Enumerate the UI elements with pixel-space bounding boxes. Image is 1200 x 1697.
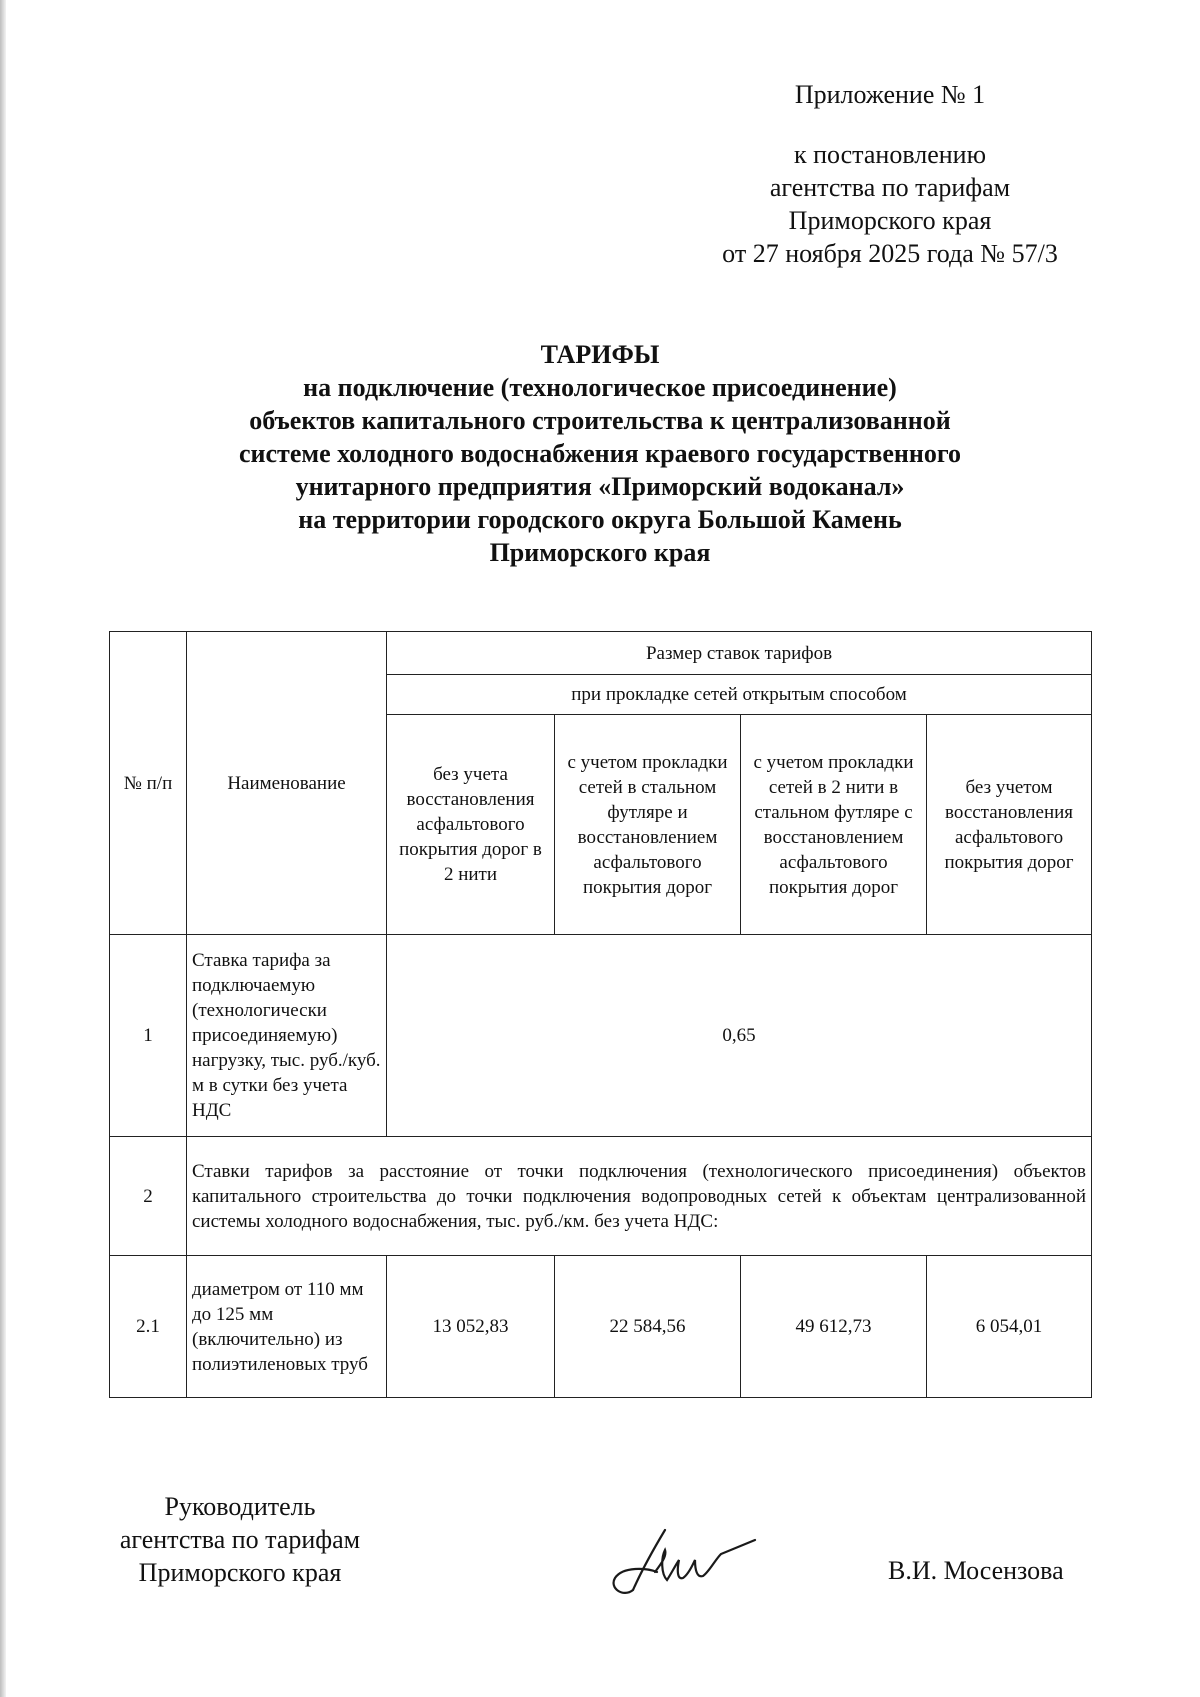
row-num: 1 xyxy=(110,935,187,1137)
header-col-2: с учетом прокладки сетей в стальном футляре и восстановлением асфальтового покрытия дорог xyxy=(555,715,741,935)
title-line: на подключение (технологическое присоединение) xyxy=(303,373,897,402)
signatory-position xyxy=(100,1490,380,1589)
title-line: Приморского края xyxy=(489,538,711,567)
title-line: системе холодного водоснабжения краевого государственного xyxy=(239,439,961,468)
signatory-name: В.И. Мосензова xyxy=(888,1556,1064,1585)
position-line: Приморского края xyxy=(138,1558,342,1587)
header-subgroup: при прокладке сетей открытым способом xyxy=(387,675,1092,715)
scan-edge xyxy=(0,0,6,1697)
appendix-title: Приложение № 1 xyxy=(794,80,986,109)
header-name: Наименование xyxy=(187,632,387,935)
header-group: Размер ставок тарифов xyxy=(387,632,1092,675)
row-name: диаметром от 110 мм до 125 мм (включительно) из полиэтиленовых труб xyxy=(187,1256,387,1398)
table-row xyxy=(110,935,1092,1137)
title-line: объектов капитального строительства к централизованной xyxy=(249,406,951,435)
title-line: унитарного предприятия «Приморский водоканал» xyxy=(295,472,905,501)
appendix-date: от 27 ноября 2025 года № 57/3 xyxy=(722,239,1058,268)
header-num: № п/п xyxy=(110,632,187,935)
position-line: агентства по тарифам xyxy=(119,1525,361,1554)
header-col-1: без учета восстановления асфальтового покрытия дорог в 2 нити xyxy=(387,715,555,935)
row-name: Ставка тарифа за подключаемую (технологически присоединяемую) нагрузку, тыс. руб./куб. м в сутки без учета НДС xyxy=(187,935,387,1137)
table-row xyxy=(110,1137,1092,1256)
row-value: 22 584,56 xyxy=(555,1256,741,1398)
row-text: Ставки тарифов за расстояние от точки подключения (технологического присоединения) объектов капитального строительства до точки подключения водопроводных сетей к объектам централизованной системы холодного водоснабжения, тыс. руб./км. без учета НДС: xyxy=(187,1137,1092,1256)
row-value: 49 612,73 xyxy=(741,1256,927,1398)
row-num: 2 xyxy=(110,1137,187,1256)
table-row xyxy=(110,1256,1092,1398)
handwritten-signature xyxy=(605,1510,765,1600)
document-title xyxy=(100,338,1100,569)
title-line: на территории городского округа Большой Камень xyxy=(298,505,902,534)
appendix-line: к постановлению xyxy=(793,140,987,169)
appendix-header xyxy=(690,78,1090,270)
row-value: 0,65 xyxy=(387,935,1092,1137)
row-num: 2.1 xyxy=(110,1256,187,1398)
header-col-4: без учетом восстановления асфальтового покрытия дорог xyxy=(927,715,1092,935)
tariff-table xyxy=(109,631,1092,1398)
title-heading: ТАРИФЫ xyxy=(540,340,660,369)
header-col-3: с учетом прокладки сетей в 2 нити в стальном футляре с восстановлением асфальтового покрытия дорог xyxy=(741,715,927,935)
position-line: Руководитель xyxy=(164,1492,316,1521)
row-value: 13 052,83 xyxy=(387,1256,555,1398)
appendix-line: агентства по тарифам xyxy=(769,173,1011,202)
row-value: 6 054,01 xyxy=(927,1256,1092,1398)
appendix-line: Приморского края xyxy=(788,206,992,235)
